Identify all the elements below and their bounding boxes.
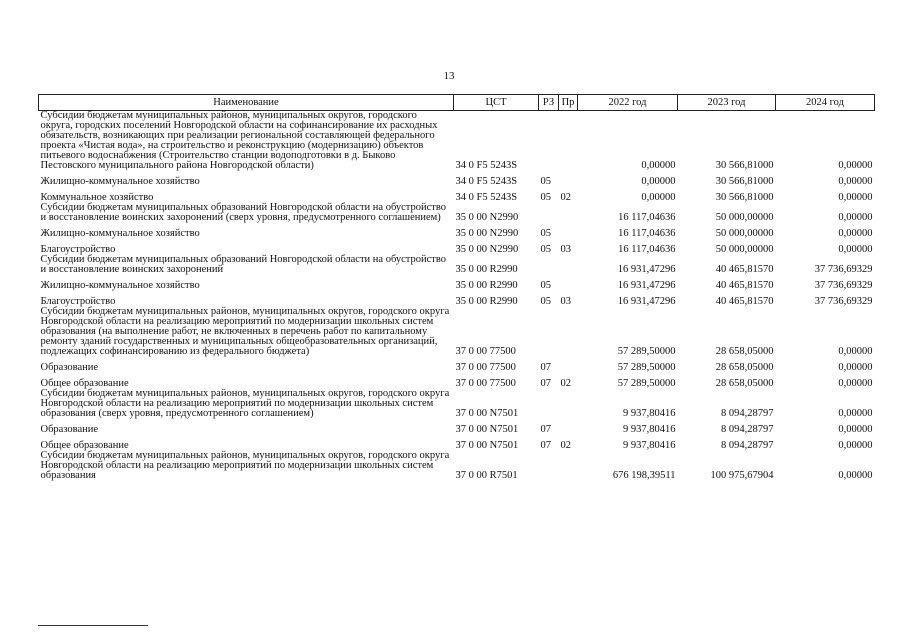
row-value-2024: 0,00000	[838, 470, 873, 481]
row-value-2022: 16 117,04636	[618, 244, 676, 255]
row-value-2022: 16 931,47296	[617, 296, 676, 307]
row-value-2024: 37 736,69329	[814, 264, 873, 275]
row-cst: 35 0 00 N2990	[455, 244, 519, 255]
row-pr	[559, 111, 578, 172]
row-pr	[559, 255, 578, 275]
row-value-2022: 16 117,04636	[618, 228, 676, 239]
row-value-2024: 0,00000	[838, 378, 873, 389]
row-rz: 05	[540, 280, 551, 291]
row-value-2023: 30 566,81000	[715, 192, 774, 203]
row-value-2024: 0,00000	[838, 192, 873, 203]
row-cst: 37 0 00 77500	[455, 346, 516, 357]
row-value-2022: 16 931,47296	[617, 280, 676, 291]
row-name: Коммунальное хозяйство	[40, 192, 154, 203]
row-name: Жилищно-коммунальное хозяйство	[40, 280, 200, 291]
row-value-2024: 37 736,69329	[814, 296, 873, 307]
row-pr: 02	[560, 378, 571, 389]
footnote-divider	[38, 625, 148, 626]
row-value-2023: 100 975,67904	[710, 470, 774, 481]
row-name: Жилищно-коммунальное хозяйство	[40, 228, 200, 239]
row-value-2024: 0,00000	[838, 212, 873, 223]
row-value-2023: 28 658,05000	[715, 346, 774, 357]
row-rz: 05	[540, 192, 551, 203]
row-cst: 37 0 00 R7501	[455, 470, 518, 481]
page-number: 13	[443, 70, 455, 82]
table-row	[39, 255, 875, 275]
row-cst: 34 0 F5 5243S	[455, 160, 518, 171]
row-pr	[559, 275, 578, 291]
row-pr: 03	[560, 296, 571, 307]
row-cst: 37 0 00 N7501	[455, 440, 519, 451]
row-value-2022: 676 198,39511	[612, 470, 676, 481]
row-value-2023: 50 000,00000	[715, 212, 774, 223]
row-cst: 35 0 00 N2990	[455, 228, 519, 239]
row-rz: 05	[540, 244, 551, 255]
row-cst: 37 0 00 77500	[455, 378, 516, 389]
row-value-2023: 50 000,00000	[715, 228, 774, 239]
row-pr	[559, 389, 578, 419]
column-header-rz: РЗ	[539, 95, 559, 111]
row-pr	[559, 203, 578, 223]
row-value-2023: 40 465,81570	[715, 296, 774, 307]
row-value-2022: 9 937,80416	[623, 424, 676, 435]
row-cst: 37 0 00 N7501	[455, 408, 519, 419]
row-value-2024: 37 736,69329	[814, 280, 873, 291]
row-value-2023: 28 658,05000	[715, 362, 774, 373]
row-name: Субсидии бюджетам муниципальных образований Новгородской области на обустройство и восстановление воинских захоронений (сверх уровня, предусмотренного соглашением)	[40, 202, 447, 223]
row-rz	[539, 203, 559, 223]
row-name: Общее образование	[40, 378, 129, 389]
row-value-2023: 50 000,00000	[715, 244, 774, 255]
row-value-2022: 57 289,50000	[617, 346, 676, 357]
row-cst: 35 0 00 R2990	[455, 296, 518, 307]
row-rz	[539, 255, 559, 275]
row-name: Благоустройство	[40, 244, 116, 255]
row-value-2023: 28 658,05000	[715, 378, 774, 389]
table-row	[39, 419, 875, 435]
row-value-2022: 9 937,80416	[623, 440, 676, 451]
table-row	[39, 239, 875, 255]
column-header-pr: Пр	[559, 95, 578, 111]
table-row	[39, 435, 875, 451]
row-cst: 35 0 00 N2990	[455, 212, 519, 223]
row-pr	[559, 419, 578, 435]
row-name: Образование	[40, 362, 99, 373]
table-row	[39, 111, 875, 172]
column-header-2024: 2024 год	[776, 95, 875, 111]
row-value-2022: 0,00000	[641, 160, 676, 171]
row-rz: 07	[540, 378, 551, 389]
row-value-2022: 0,00000	[641, 192, 676, 203]
table-row	[39, 389, 875, 419]
row-cst: 34 0 F5 5243S	[455, 176, 518, 187]
table-header-row	[39, 95, 875, 111]
row-name: Благоустройство	[40, 296, 116, 307]
row-rz: 05	[540, 228, 551, 239]
row-name: Субсидии бюджетам муниципальных образований Новгородской области на обустройство и восстановление воинских захоронений	[40, 254, 447, 275]
row-name: Субсидии бюджетам муниципальных районов, муниципальных округов, городского округа, городских поселений Новгородской области на софинансирование их расходных обязательств, возникающих при реализации региональной составляющей федерального проекта «Чистая вода», на строительство и реконструкцию (модернизацию) объектов питьевого водоснабжения (Строительство станции водоподготовки в д. Быково Пестовского муниципального района Новгородской области)	[40, 110, 438, 171]
row-rz: 05	[540, 176, 551, 187]
row-value-2024: 0,00000	[838, 424, 873, 435]
column-header-2022: 2022 год	[578, 95, 678, 111]
table-row	[39, 223, 875, 239]
row-value-2024: 0,00000	[838, 176, 873, 187]
row-name: Субсидии бюджетам муниципальных районов, муниципальных округов, городского округа Новгородской области на реализацию мероприятий по модернизации школьных систем образования (на выполнение работ, не включенных в перечень работ по капитальному ремонту зданий государственных и муниципальных общеобразовательных организаций, подлежащих софинансированию из федерального бюджета)	[40, 306, 450, 357]
row-value-2022: 57 289,50000	[617, 378, 676, 389]
row-name: Жилищно-коммунальное хозяйство	[40, 176, 200, 187]
row-cst: 35 0 00 R2990	[455, 264, 518, 275]
row-value-2023: 40 465,81570	[715, 264, 774, 275]
row-cst: 35 0 00 R2990	[455, 280, 518, 291]
row-name: Субсидии бюджетам муниципальных районов, муниципальных округов, городского округа Новгородской области на реализацию мероприятий по модернизации школьных систем образования	[40, 450, 450, 481]
row-pr	[559, 307, 578, 357]
row-pr	[559, 171, 578, 187]
row-value-2024: 0,00000	[838, 160, 873, 171]
row-name: Субсидии бюджетам муниципальных районов, муниципальных округов, городского округа Новгородской области на реализацию мероприятий по модернизации школьных систем образования (сверх уровня, предусмотренного соглашением)	[40, 388, 450, 419]
row-name: Общее образование	[40, 440, 129, 451]
column-header-2023: 2023 год	[678, 95, 776, 111]
row-value-2024: 0,00000	[838, 244, 873, 255]
table-row	[39, 187, 875, 203]
row-value-2024: 0,00000	[838, 440, 873, 451]
table-row	[39, 357, 875, 373]
row-rz	[539, 307, 559, 357]
row-value-2023: 30 566,81000	[715, 160, 774, 171]
row-rz	[539, 389, 559, 419]
row-pr: 02	[560, 440, 571, 451]
row-value-2022: 16 931,47296	[617, 264, 676, 275]
table-row	[39, 307, 875, 357]
table-row	[39, 171, 875, 187]
row-value-2024: 0,00000	[838, 228, 873, 239]
row-rz: 07	[540, 440, 551, 451]
column-header-cst: ЦСТ	[454, 95, 539, 111]
table-row	[39, 291, 875, 307]
row-pr	[559, 357, 578, 373]
row-pr: 02	[560, 192, 571, 203]
row-value-2024: 0,00000	[838, 362, 873, 373]
row-rz	[539, 111, 559, 172]
table-row	[39, 373, 875, 389]
table-row	[39, 275, 875, 291]
row-cst: 37 0 00 77500	[455, 362, 516, 373]
row-value-2023: 8 094,28797	[721, 408, 774, 419]
row-value-2022: 16 117,04636	[618, 212, 676, 223]
budget-table	[38, 94, 875, 481]
row-rz: 07	[540, 424, 551, 435]
table-body	[39, 111, 875, 482]
row-value-2022: 57 289,50000	[617, 362, 676, 373]
row-rz: 05	[540, 296, 551, 307]
column-header-name: Наименование	[39, 95, 454, 111]
row-value-2023: 8 094,28797	[721, 440, 774, 451]
row-name: Образование	[40, 424, 99, 435]
table-row	[39, 451, 875, 481]
row-rz: 07	[540, 362, 551, 373]
row-value-2024: 0,00000	[838, 408, 873, 419]
row-cst: 34 0 F5 5243S	[455, 192, 518, 203]
row-value-2023: 8 094,28797	[721, 424, 774, 435]
row-cst: 37 0 00 N7501	[455, 424, 519, 435]
row-rz	[539, 451, 559, 481]
row-value-2023: 30 566,81000	[715, 176, 774, 187]
row-pr	[559, 451, 578, 481]
row-value-2024: 0,00000	[838, 346, 873, 357]
row-value-2023: 40 465,81570	[715, 280, 774, 291]
row-pr	[559, 223, 578, 239]
row-value-2022: 0,00000	[641, 176, 676, 187]
table-row	[39, 203, 875, 223]
row-pr: 03	[560, 244, 571, 255]
row-value-2022: 9 937,80416	[623, 408, 676, 419]
